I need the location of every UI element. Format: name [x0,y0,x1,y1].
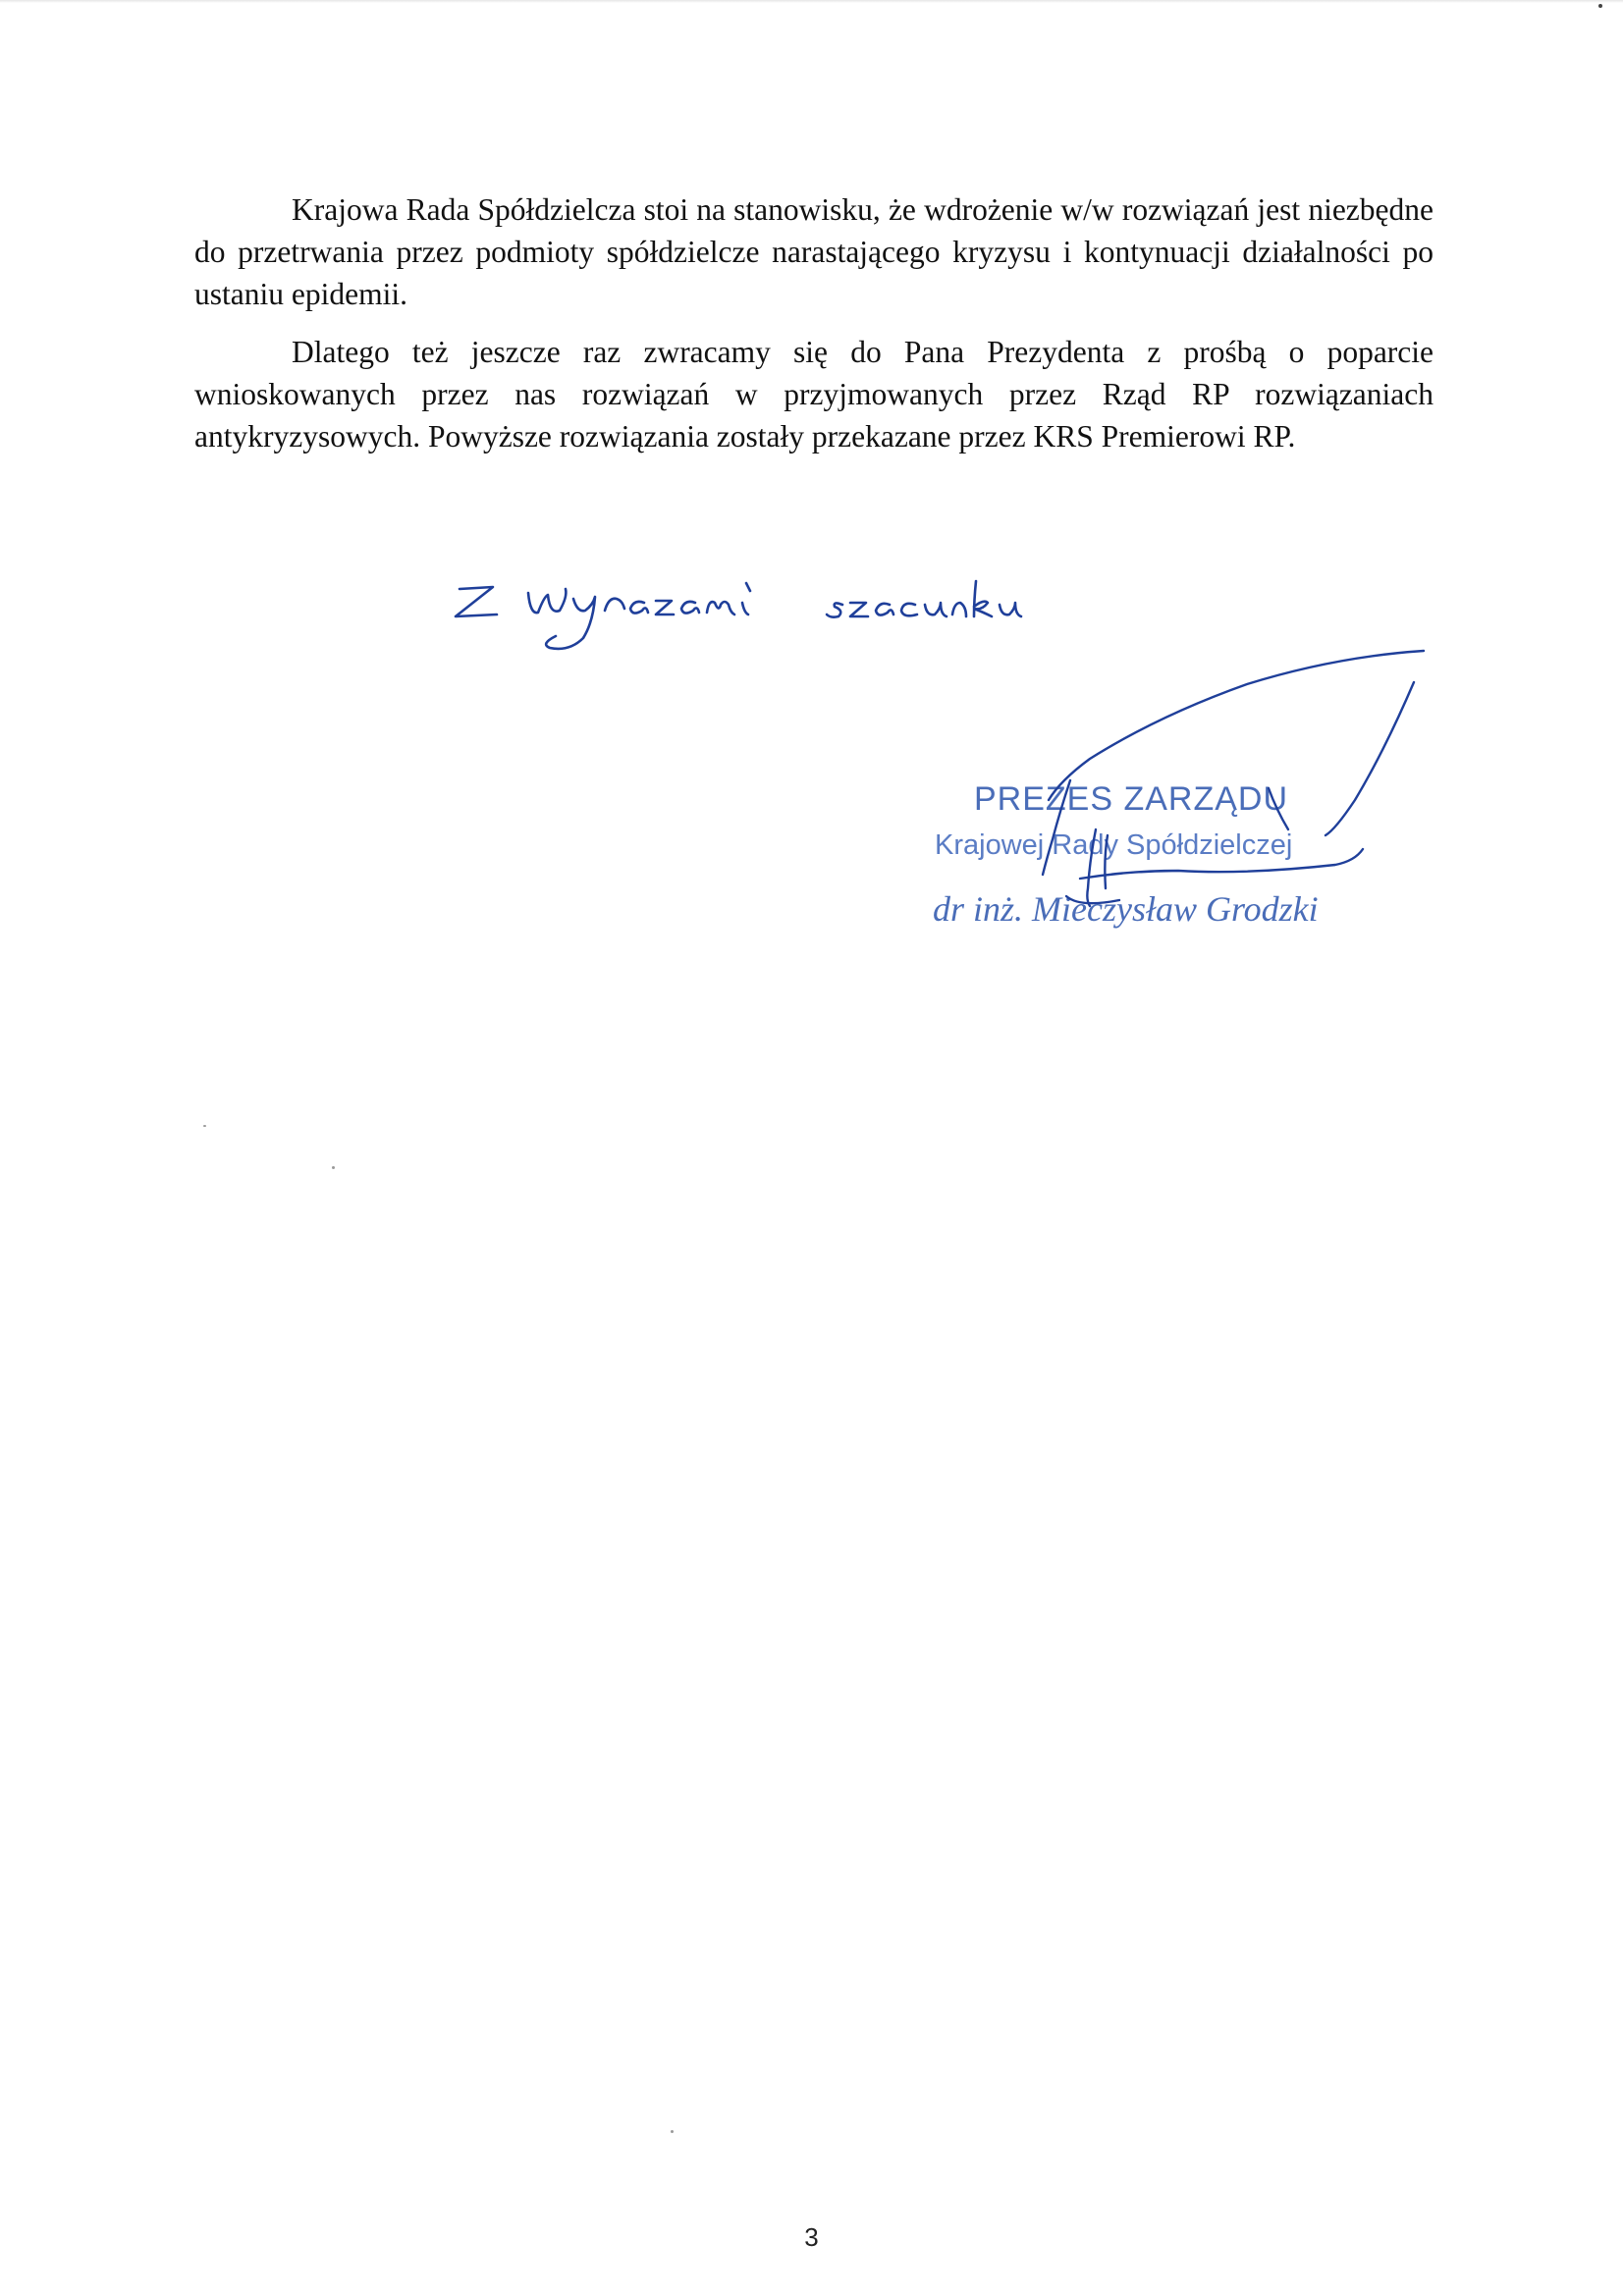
stamp-title: PREZES ZARZĄDU [974,780,1289,818]
paragraph-stance: Krajowa Rada Spółdzielcza stoi na stanowisku, że wdrożenie w/w rozwiązań jest niezbędne do przetrwania przez podmioty spółdzielcze narastającego kryzysu i kontynuacji działalności po ustaniu epidemii. [194,192,1434,311]
scan-artifact-dot [1598,4,1602,8]
paragraph-request: Dlatego też jeszcze raz zwracamy się do Pana Prezydenta z prośbą o poparcie wnioskowanych przez nas rozwiązań w przyjmowanych przez Rząd RP rozwiązaniach antykryzysowych. Powyższe rozwiązania zostały przekazane przez KRS Premierowi RP. [194,335,1434,454]
letter-body [194,188,1434,473]
signature-stamp [923,643,1434,977]
stamp-organization: Krajowej Rady Spółdzielczej [935,829,1293,861]
handwritten-signature [923,643,1434,977]
scan-speck [671,2130,674,2133]
page-number: 3 [804,2222,819,2252]
scan-speck [203,1125,206,1127]
stamp-name: dr inż. Mieczysław Grodzki [933,889,1319,929]
scan-top-edge [0,0,1623,3]
scan-speck [332,1166,335,1169]
